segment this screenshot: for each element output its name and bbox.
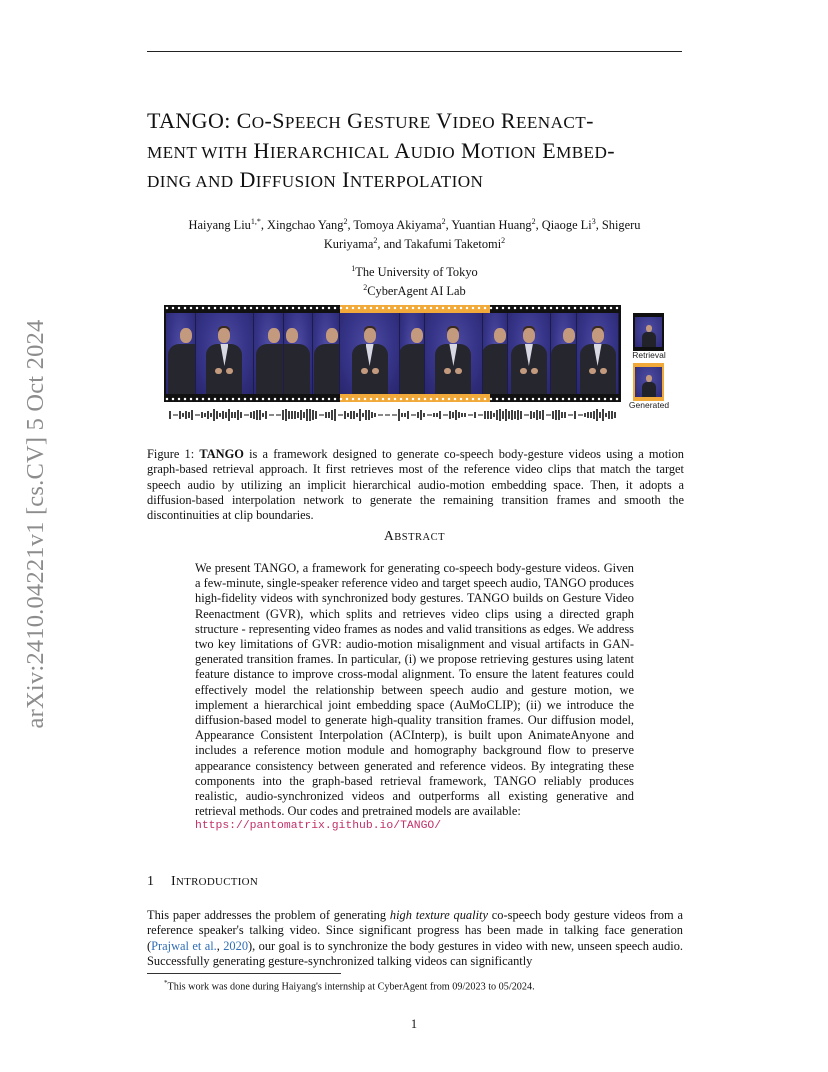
- video-frames: [166, 313, 619, 394]
- top-rule: [147, 51, 682, 52]
- retrieval-thumbnail: [633, 313, 664, 351]
- author-1-sup: 1,*: [250, 217, 261, 226]
- page-number: 1: [410, 1017, 418, 1031]
- video-frame: [551, 313, 577, 394]
- video-frame: [254, 313, 284, 394]
- video-frame: [425, 313, 482, 394]
- title-line-2: MENT WITH HIERARCHICAL AUDIO MOTION EMBED-: [147, 137, 615, 163]
- caption-prefix: Figure 1:: [147, 447, 200, 461]
- video-frame: [400, 313, 425, 394]
- affil-2: CyberAgent AI Lab: [367, 284, 466, 299]
- speaker-figure: [551, 324, 577, 394]
- author-7-sup: 2: [501, 236, 506, 246]
- author-7: , and Takafumi Taketomi: [377, 237, 502, 252]
- author-list: [147, 214, 682, 252]
- speaker-figure: [254, 324, 284, 394]
- speaker-figure: [400, 324, 425, 394]
- speaker-figure: [284, 324, 312, 394]
- speaker-figure: [313, 324, 340, 394]
- project-url-link[interactable]: https://pantomatrix.github.io/TANGO/: [195, 820, 442, 833]
- author-1: Haiyang Liu: [188, 218, 251, 233]
- filmstrip-perforations: [164, 397, 621, 401]
- video-frame: [196, 313, 253, 394]
- author-6-sup: 2: [373, 236, 378, 246]
- footnote-mark: *: [164, 979, 168, 987]
- audio-waveform: [168, 408, 618, 422]
- citation-link[interactable]: Prajwal et al.: [151, 938, 217, 953]
- video-frame: [508, 313, 551, 394]
- arxiv-id-text: arXiv:2410.04221v1 [cs.CV] 5 Oct 2024: [22, 319, 49, 729]
- author-5-sup: 3: [591, 217, 596, 226]
- footnote-text: This work was done during Haiyang's internship at CyberAgent from 09/2023 to 05/2024.: [167, 981, 535, 993]
- author-6: , Shigeru: [595, 218, 641, 233]
- speaker-figure: [483, 324, 508, 394]
- video-frame: [284, 313, 313, 394]
- author-4-sup: 2: [531, 217, 536, 226]
- footnote-rule: [147, 973, 341, 974]
- author-2: , Xingchao Yang: [260, 218, 344, 233]
- title-line-3: DING AND DIFFUSION INTERPOLATION: [147, 167, 484, 192]
- speaker-figure: [578, 324, 618, 394]
- section-number: 1: [147, 874, 155, 889]
- citation-year-link[interactable]: 2020: [223, 938, 249, 953]
- author-4: , Yuantian Huang: [445, 218, 532, 233]
- intro-emphasis: high texture quality: [389, 908, 488, 922]
- speaker-figure: [204, 324, 244, 394]
- arxiv-identifier: [22, 293, 50, 755]
- affil-2-sup: 2: [363, 283, 368, 293]
- intro-paragraph: [147, 908, 683, 969]
- intro-text-1: This paper addresses the problem of generating: [147, 908, 390, 922]
- author-3: , Tomoya Akiyama: [347, 218, 442, 233]
- title-line-1: TANGO: CO-SPEECH GESTURE VIDEO REENACT-: [147, 108, 594, 133]
- video-frame: [340, 313, 399, 394]
- abstract-text: We present TANGO, a framework for generating co-speech body-gesture videos. Given a few-minute, single-speaker reference video and target speech audio, TANGO produces high-fidelity videos with synchronized body gestures. TANGO builds on Gesture Video Reenactment (GVR), which splits and retrieves video clips using a directed graph structure - representing video frames as nodes and valid transitions as edges. We address two key limitations of GVR: audio-motion misalignment and visual artifacts in GAN-generated transition frames. In particular, (i) we propose retrieving gestures using latent feature distance to improve cross-modal alignment. To ensure the latent features could effectively model the relationship between speech audio and gesture motion, we implement a hierarchical joint embedding space (AuMoCLIP); (ii) we introduce the diffusion-based model to generate high-quality transition frames. Our diffusion model, Appearance Consistent Interpolation (ACInterp), is built upon AnimateAnyone and includes a reference motion module and homography background flow to preserve appearance consistency between generated and reference videos. By integrating these components into the graph-based retrieval framework, TANGO reliably produces realistic, audio-synchronized videos and outperforms all existing generative and retrieval methods. Our codes and pretrained models are available:: [195, 561, 634, 819]
- affil-1: The University of Tokyo: [355, 265, 478, 280]
- filmstrip-perforations: [164, 306, 621, 310]
- section-title: INTRODUCTION: [171, 874, 259, 889]
- paper-title: [147, 107, 687, 196]
- speaker-figure: [433, 324, 473, 394]
- speaker-figure: [166, 324, 196, 394]
- section-heading: [147, 874, 258, 890]
- intro-text-2: co-speech body gesture videos from a reference speaker's talking video. Since significant progress has been made in talking face generation (: [147, 908, 683, 953]
- video-filmstrip: [164, 305, 621, 402]
- figure-caption: [147, 447, 684, 523]
- intro-text-3: ), our goal is to synchronize the body gestures in video with new, unseen speech audio. Successfully generating gesture-synchronized talking videos can significantly: [147, 938, 684, 968]
- affil-1-sup: 1: [351, 264, 356, 273]
- generated-thumbnail: [633, 363, 664, 401]
- figure-1: [164, 305, 674, 423]
- abstract-heading: ABSTRACT: [383, 528, 446, 543]
- author-6-cont: Kuriyama: [323, 237, 374, 252]
- affiliations: [147, 261, 682, 299]
- abstract-body: [195, 561, 634, 835]
- caption-text: is a framework designed to generate co-speech body-gesture videos using a motion graph-based retrieval approach. It first retrieves most of the reference video clips that match the target speech audio by utilizing an implicit hierarchical audio-motion embedding space. Then, it adopts a diffusion-based interpolation network to generate the remaining transition frames and smooth the discontinuities at clip boundaries.: [147, 447, 684, 523]
- citation-sep: ,: [216, 938, 224, 953]
- video-frame: [577, 313, 619, 394]
- caption-bold: TANGO: [199, 447, 244, 461]
- footnote: [164, 977, 684, 993]
- video-frame: [483, 313, 508, 394]
- generated-label: Generated: [628, 400, 670, 410]
- video-frame: [166, 313, 196, 394]
- retrieval-label: Retrieval: [632, 350, 666, 360]
- author-5: , Qiaoge Li: [535, 218, 592, 233]
- speaker-figure: [509, 324, 549, 394]
- video-frame: [313, 313, 340, 394]
- author-2-sup: 2: [343, 217, 348, 226]
- author-3-sup: 2: [441, 217, 446, 226]
- speaker-figure: [350, 324, 390, 394]
